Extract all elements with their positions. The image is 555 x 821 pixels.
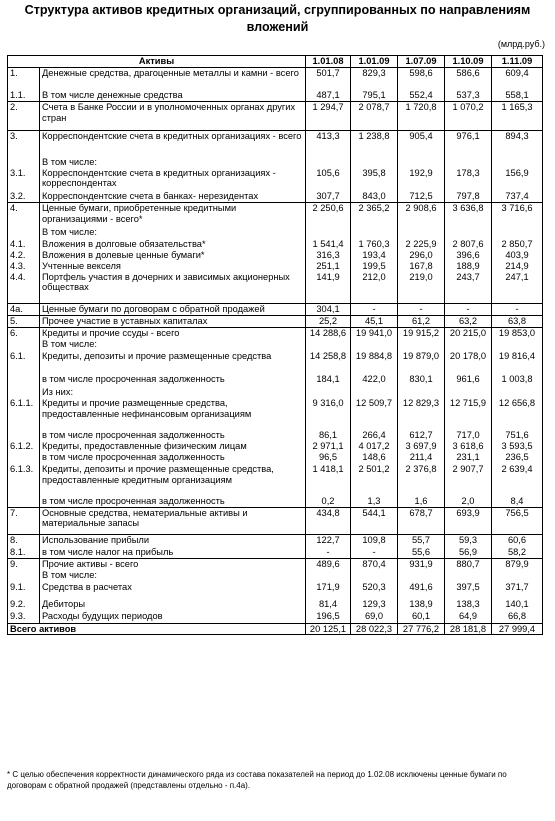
table-row	[8, 261, 543, 272]
row-value	[445, 339, 492, 351]
row-value: 243,7	[445, 272, 492, 304]
row-number: 6.1.3.	[8, 464, 40, 496]
row-value: 12 715,9	[445, 398, 492, 430]
page-title: Структура активов кредитных организаций, сгруппированных по направлениям вложений	[24, 3, 531, 34]
row-value: 141,9	[306, 272, 351, 304]
row-value: 501,7	[306, 68, 351, 90]
row-value: 214,9	[492, 261, 543, 272]
row-value: 56,9	[445, 547, 492, 558]
row-value: 894,3	[492, 131, 543, 157]
row-value	[351, 570, 398, 582]
table-row	[8, 316, 543, 328]
row-value	[351, 339, 398, 351]
row-value: 870,4	[351, 558, 398, 570]
row-label: Кредиты и прочие ссуды - всего	[40, 327, 306, 339]
row-label: Корреспондентские счета в кредитных организациях - всего	[40, 131, 306, 157]
row-value	[398, 570, 445, 582]
row-number	[8, 157, 40, 168]
column-header: 1.07.09	[398, 56, 445, 68]
row-value: 612,7	[398, 430, 445, 441]
row-value: 19 915,2	[398, 327, 445, 339]
row-label: Кредиты, предоставленные физическим лицам	[40, 441, 306, 452]
table-row	[8, 191, 543, 203]
row-label: Дебиторы	[40, 599, 306, 611]
table-row	[8, 227, 543, 239]
row-number: 4.4.	[8, 272, 40, 304]
row-label: Вложения в долевые ценные бумаги*	[40, 250, 306, 261]
table-row	[8, 558, 543, 570]
row-value: 976,1	[445, 131, 492, 157]
row-label: Денежные средства, драгоценные металлы и камни - всего	[40, 68, 306, 90]
row-label: В том числе:	[40, 339, 306, 351]
row-number: 2.	[8, 102, 40, 131]
row-value: 678,7	[398, 507, 445, 534]
row-value: 3 716,6	[492, 203, 543, 227]
row-value: 598,6	[398, 68, 445, 90]
row-value: 59,3	[445, 534, 492, 547]
row-number	[8, 496, 40, 507]
row-value: 2 908,6	[398, 203, 445, 227]
table-row	[8, 496, 543, 507]
row-label: В том числе:	[40, 227, 306, 239]
row-value: 9 316,0	[306, 398, 351, 430]
table-row	[8, 387, 543, 398]
row-value: 2 250,6	[306, 203, 351, 227]
row-value: 19 941,0	[351, 327, 398, 339]
row-value: 231,1	[445, 452, 492, 464]
row-value: 403,9	[492, 250, 543, 261]
row-value: 211,4	[398, 452, 445, 464]
row-value: 316,3	[306, 250, 351, 261]
row-value: -	[306, 547, 351, 558]
assets-table	[7, 55, 543, 635]
row-value: -	[351, 547, 398, 558]
row-value: 4 017,2	[351, 441, 398, 452]
row-value: 188,9	[445, 261, 492, 272]
row-value: 931,9	[398, 558, 445, 570]
row-value: 830,1	[398, 374, 445, 387]
row-number: 5.	[8, 316, 40, 328]
row-value: 12 829,3	[398, 398, 445, 430]
table-row	[8, 611, 543, 623]
table-row	[8, 327, 543, 339]
row-number	[8, 339, 40, 351]
row-value: 212,0	[351, 272, 398, 304]
row-value: 20 215,0	[445, 327, 492, 339]
row-number: 9.2.	[8, 599, 40, 611]
row-value	[306, 570, 351, 582]
row-value: 396,6	[445, 250, 492, 261]
row-label: Средства в расчетах	[40, 582, 306, 599]
row-value: 558,1	[492, 90, 543, 102]
table-row	[8, 582, 543, 599]
row-value: 422,0	[351, 374, 398, 387]
row-value: 397,5	[445, 582, 492, 599]
table-row	[8, 157, 543, 168]
row-value	[351, 227, 398, 239]
row-value: 2 501,2	[351, 464, 398, 496]
row-number	[8, 374, 40, 387]
row-value	[445, 227, 492, 239]
table-row	[8, 464, 543, 496]
table-row	[8, 131, 543, 157]
row-value: 1 238,8	[351, 131, 398, 157]
row-value: 520,3	[351, 582, 398, 599]
row-value: 3 593,5	[492, 441, 543, 452]
row-value: 105,6	[306, 168, 351, 191]
row-value: 1 760,3	[351, 239, 398, 250]
row-label: Из них:	[40, 387, 306, 398]
row-value: 58,2	[492, 547, 543, 558]
row-value: 96,5	[306, 452, 351, 464]
row-value: -	[492, 304, 543, 316]
row-label: Прочие активы - всего	[40, 558, 306, 570]
row-label: Кредиты, депозиты и прочие размещенные средства	[40, 351, 306, 374]
table-row	[8, 272, 543, 304]
row-value: 307,7	[306, 191, 351, 203]
row-number	[8, 452, 40, 464]
row-value: 829,3	[351, 68, 398, 90]
row-value: 491,6	[398, 582, 445, 599]
row-value: 156,9	[492, 168, 543, 191]
column-header: 1.01.08	[306, 56, 351, 68]
row-value: 66,8	[492, 611, 543, 623]
footnote: * С целью обеспечения корректности динамического ряда из состава показателей на период до 1.02.08 исключены ценные бумаги по договорам с обратной продажей (представлены отдельно - п.4а).	[7, 770, 507, 790]
row-value: 880,7	[445, 558, 492, 570]
row-number: 3.2.	[8, 191, 40, 203]
row-value: 296,0	[398, 250, 445, 261]
row-value: 717,0	[445, 430, 492, 441]
row-number	[8, 227, 40, 239]
row-number: 8.	[8, 534, 40, 547]
row-value: 199,5	[351, 261, 398, 272]
row-value	[492, 387, 543, 398]
row-label: Портфель участия в дочерних и зависимых акционерных обществах	[40, 272, 306, 304]
row-number: 6.1.	[8, 351, 40, 374]
row-value: 129,3	[351, 599, 398, 611]
row-number	[8, 430, 40, 441]
row-value: 138,3	[445, 599, 492, 611]
row-value: 109,8	[351, 534, 398, 547]
row-value	[351, 387, 398, 398]
row-label: В том числе:	[40, 157, 306, 168]
row-value: 1 294,7	[306, 102, 351, 131]
row-value: 2 365,2	[351, 203, 398, 227]
total-value: 28 181,8	[445, 623, 492, 635]
row-label: Счета в Банке России и в уполномоченных органах других стран	[40, 102, 306, 131]
row-value	[306, 227, 351, 239]
row-label: в том числе просроченная задолженность	[40, 374, 306, 387]
row-value: 552,4	[398, 90, 445, 102]
row-value: 1 418,1	[306, 464, 351, 496]
row-value: 795,1	[351, 90, 398, 102]
row-value: 14 288,6	[306, 327, 351, 339]
row-number	[8, 570, 40, 582]
row-value	[492, 157, 543, 168]
row-value: 2 376,8	[398, 464, 445, 496]
row-value: 1,3	[351, 496, 398, 507]
row-value: 122,7	[306, 534, 351, 547]
row-value: 371,7	[492, 582, 543, 599]
row-value: 193,4	[351, 250, 398, 261]
row-label: Корреспондентские счета в кредитных организациях - корреспондентах	[40, 168, 306, 191]
row-value: 60,1	[398, 611, 445, 623]
row-value: -	[398, 304, 445, 316]
row-value	[306, 157, 351, 168]
row-value: 55,7	[398, 534, 445, 547]
total-value: 28 022,3	[351, 623, 398, 635]
row-number: 4.1.	[8, 239, 40, 250]
row-label: Кредиты, депозиты и прочие размещенные средства, предоставленные кредитным организациям	[40, 464, 306, 496]
row-value: 178,3	[445, 168, 492, 191]
row-number: 7.	[8, 507, 40, 534]
row-value: 55,6	[398, 547, 445, 558]
row-value	[398, 387, 445, 398]
row-number: 6.	[8, 327, 40, 339]
row-value: 961,6	[445, 374, 492, 387]
table-row	[8, 339, 543, 351]
row-value: 12 509,7	[351, 398, 398, 430]
row-number: 4а.	[8, 304, 40, 316]
row-value: 219,0	[398, 272, 445, 304]
total-label: Всего активов	[8, 623, 306, 635]
row-value: 20 178,0	[445, 351, 492, 374]
row-value: 61,2	[398, 316, 445, 328]
row-value: 192,9	[398, 168, 445, 191]
table-row	[8, 430, 543, 441]
row-value	[445, 570, 492, 582]
row-value: 609,4	[492, 68, 543, 90]
row-value: 63,8	[492, 316, 543, 328]
row-value: 2 850,7	[492, 239, 543, 250]
row-value: 0,2	[306, 496, 351, 507]
row-value: 304,1	[306, 304, 351, 316]
row-value	[492, 339, 543, 351]
row-value	[398, 157, 445, 168]
row-value	[306, 387, 351, 398]
row-number: 9.3.	[8, 611, 40, 623]
row-label: в том числе просроченная задолженность	[40, 430, 306, 441]
table-row	[8, 250, 543, 261]
row-value: 544,1	[351, 507, 398, 534]
table-row	[8, 102, 543, 131]
row-value	[398, 339, 445, 351]
row-label: Ценные бумаги, приобретенные кредитными организациями - всего*	[40, 203, 306, 227]
row-value: 1 165,3	[492, 102, 543, 131]
row-value: 586,6	[445, 68, 492, 90]
row-number: 9.	[8, 558, 40, 570]
table-row	[8, 547, 543, 558]
row-number: 1.1.	[8, 90, 40, 102]
row-label: Корреспондентские счета в банках- нерезидентах	[40, 191, 306, 203]
row-value: 1 720,8	[398, 102, 445, 131]
row-value: 69,0	[351, 611, 398, 623]
row-value: 413,3	[306, 131, 351, 157]
row-value: 45,1	[351, 316, 398, 328]
table-row	[8, 68, 543, 90]
row-value: 737,4	[492, 191, 543, 203]
row-value	[445, 387, 492, 398]
row-value: 2 078,7	[351, 102, 398, 131]
column-header: Активы	[8, 56, 306, 68]
row-value: 843,0	[351, 191, 398, 203]
row-label: Вложения в долговые обязательства*	[40, 239, 306, 250]
row-label: В том числе:	[40, 570, 306, 582]
row-value: 3 636,8	[445, 203, 492, 227]
row-label: в том числе налог на прибыль	[40, 547, 306, 558]
row-label: в том числе просроченная задолженность	[40, 452, 306, 464]
table-row	[8, 239, 543, 250]
row-value: 879,9	[492, 558, 543, 570]
row-value: 196,5	[306, 611, 351, 623]
row-value: 86,1	[306, 430, 351, 441]
unit-label: (млрд.руб.)	[497, 39, 545, 49]
total-value: 20 125,1	[306, 623, 351, 635]
row-value: 693,9	[445, 507, 492, 534]
row-value: 19 879,0	[398, 351, 445, 374]
row-value: 140,1	[492, 599, 543, 611]
row-value	[398, 227, 445, 239]
row-value: 138,9	[398, 599, 445, 611]
row-value: 489,6	[306, 558, 351, 570]
row-label: Расходы будущих периодов	[40, 611, 306, 623]
table-row	[8, 398, 543, 430]
row-value: 1,6	[398, 496, 445, 507]
row-value: -	[351, 304, 398, 316]
row-value: 19 816,4	[492, 351, 543, 374]
row-label: Ценные бумаги по договорам с обратной продажей	[40, 304, 306, 316]
row-value: 171,9	[306, 582, 351, 599]
row-value: 63,2	[445, 316, 492, 328]
table-row	[8, 351, 543, 374]
row-value: 434,8	[306, 507, 351, 534]
table-row	[8, 203, 543, 227]
row-value: 1 070,2	[445, 102, 492, 131]
row-number	[8, 387, 40, 398]
row-value: 2 807,6	[445, 239, 492, 250]
row-number: 9.1.	[8, 582, 40, 599]
row-number: 8.1.	[8, 547, 40, 558]
row-value	[306, 339, 351, 351]
row-label: в том числе просроченная задолженность	[40, 496, 306, 507]
row-value: 25,2	[306, 316, 351, 328]
row-value: 266,4	[351, 430, 398, 441]
row-value	[445, 157, 492, 168]
row-number: 4.3.	[8, 261, 40, 272]
row-value: 487,1	[306, 90, 351, 102]
row-value: 2 971,1	[306, 441, 351, 452]
row-number: 4.	[8, 203, 40, 227]
row-value: 247,1	[492, 272, 543, 304]
row-label: Использование прибыли	[40, 534, 306, 547]
row-label: Основные средства, нематериальные активы и материальные запасы	[40, 507, 306, 534]
row-value: 81,4	[306, 599, 351, 611]
row-value: 756,5	[492, 507, 543, 534]
table-row	[8, 534, 543, 547]
row-value: 712,5	[398, 191, 445, 203]
row-value: 64,9	[445, 611, 492, 623]
row-value: 8,4	[492, 496, 543, 507]
row-value: 537,3	[445, 90, 492, 102]
table-row	[8, 304, 543, 316]
row-value	[492, 570, 543, 582]
row-value: 2 225,9	[398, 239, 445, 250]
row-value: 1 003,8	[492, 374, 543, 387]
row-value: 2 639,4	[492, 464, 543, 496]
row-number: 6.1.1.	[8, 398, 40, 430]
row-value: 236,5	[492, 452, 543, 464]
table-row	[8, 599, 543, 611]
row-number: 1.	[8, 68, 40, 90]
row-value: 2 907,7	[445, 464, 492, 496]
row-value: 167,8	[398, 261, 445, 272]
row-value: 905,4	[398, 131, 445, 157]
row-value: 12 656,8	[492, 398, 543, 430]
row-value: 3 697,9	[398, 441, 445, 452]
row-value: -	[445, 304, 492, 316]
column-header: 1.01.09	[351, 56, 398, 68]
column-header: 1.10.09	[445, 56, 492, 68]
row-value: 60,6	[492, 534, 543, 547]
row-value: 3 618,6	[445, 441, 492, 452]
table-row	[8, 168, 543, 191]
row-label: Учтенные векселя	[40, 261, 306, 272]
row-value: 148,6	[351, 452, 398, 464]
total-value: 27 999,4	[492, 623, 543, 635]
row-number: 3.1.	[8, 168, 40, 191]
total-value: 27 776,2	[398, 623, 445, 635]
row-number: 6.1.2.	[8, 441, 40, 452]
table-row	[8, 90, 543, 102]
row-value: 751,6	[492, 430, 543, 441]
row-value	[351, 157, 398, 168]
table-row	[8, 374, 543, 387]
row-label: Кредиты и прочие размещенные средства, предоставленные нефинансовым организациям	[40, 398, 306, 430]
row-value	[492, 227, 543, 239]
table-row	[8, 441, 543, 452]
row-value: 19 884,8	[351, 351, 398, 374]
row-value: 251,1	[306, 261, 351, 272]
row-value: 1 541,4	[306, 239, 351, 250]
row-value: 184,1	[306, 374, 351, 387]
row-value: 395,8	[351, 168, 398, 191]
row-number: 4.2.	[8, 250, 40, 261]
row-value: 797,8	[445, 191, 492, 203]
table-row	[8, 570, 543, 582]
row-label: Прочее участие в уставных капиталах	[40, 316, 306, 328]
row-label: В том числе денежные средства	[40, 90, 306, 102]
column-header: 1.11.09	[492, 56, 543, 68]
total-row	[8, 623, 543, 635]
row-value: 2,0	[445, 496, 492, 507]
table-row	[8, 452, 543, 464]
row-value: 14 258,8	[306, 351, 351, 374]
row-number: 3.	[8, 131, 40, 157]
row-value: 19 853,0	[492, 327, 543, 339]
table-header-row	[8, 56, 543, 68]
table-row	[8, 507, 543, 534]
